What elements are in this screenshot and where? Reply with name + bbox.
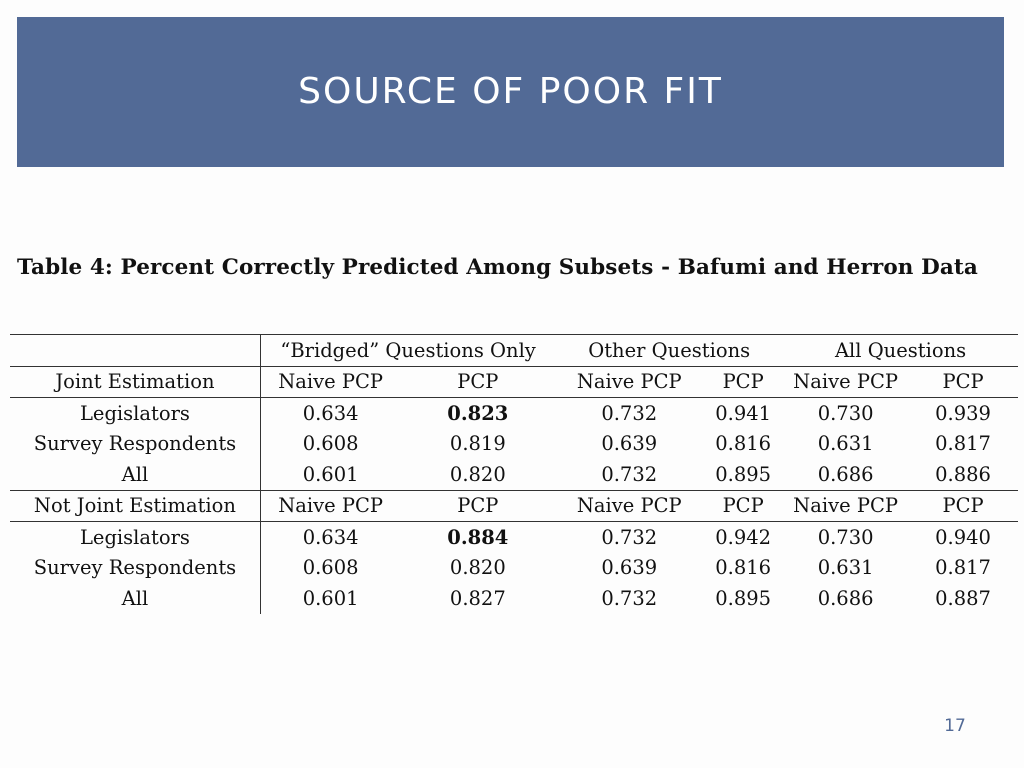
column-subheader: PCP [703, 366, 783, 398]
table-row [10, 459, 1018, 490]
table-cell-highlight: 0.823 [447, 401, 509, 425]
page-number: 17 [944, 716, 966, 736]
table-cell: 0.817 [935, 556, 991, 580]
table-cell: 0.941 [715, 401, 772, 425]
table-cell: 0.732 [601, 586, 658, 610]
table-cell: 0.940 [935, 525, 991, 549]
row-label: Survey Respondents [10, 553, 260, 584]
table-cell: 0.601 [302, 586, 359, 610]
table-cell: 0.601 [260, 459, 400, 490]
column-subheader: Naive PCP [260, 490, 400, 522]
slide-title: SOURCE OF POOR FIT [298, 70, 723, 112]
table-row [10, 398, 1018, 429]
table-row [10, 429, 1018, 460]
column-subheader: Naive PCP [555, 490, 703, 522]
table-caption: Table 4: Percent Correctly Predicted Among Subsets - Bafumi and Herron Data [17, 255, 978, 280]
group-header: All Questions [783, 335, 1018, 367]
table-cell: 0.639 [601, 556, 658, 580]
table-row [10, 583, 1018, 614]
table-cell: 0.895 [703, 459, 783, 490]
column-subheader: PCP [908, 366, 1018, 398]
table-cell: 0.816 [715, 556, 772, 580]
group-header-row [10, 335, 1018, 367]
table-cell: 0.639 [601, 432, 658, 456]
title-banner [17, 17, 1004, 167]
column-subheader: PCP [908, 490, 1018, 522]
row-label: Legislators [10, 398, 260, 429]
table-cell: 0.942 [715, 525, 772, 549]
column-subheader: Naive PCP [260, 366, 400, 398]
table-cell: 0.631 [817, 432, 874, 456]
table-cell: 0.939 [935, 401, 991, 425]
table-cell: 0.634 [302, 525, 359, 549]
column-subheader: Naive PCP [555, 366, 703, 398]
table-cell: 0.608 [302, 556, 359, 580]
row-label: Legislators [10, 522, 260, 553]
table-cell: 0.732 [601, 401, 658, 425]
table-cell: 0.820 [400, 459, 555, 490]
results-table [10, 334, 1018, 614]
section-header-row [10, 490, 1018, 522]
row-label: Survey Respondents [10, 429, 260, 460]
table-cell-highlight: 0.884 [447, 525, 509, 549]
section-header-row [10, 366, 1018, 398]
table-cell: 0.895 [715, 586, 772, 610]
table-cell: 0.816 [715, 432, 772, 456]
column-subheader: PCP [400, 366, 555, 398]
table-row [10, 522, 1018, 553]
table-cell: 0.686 [817, 586, 874, 610]
table-cell: 0.886 [908, 459, 1018, 490]
table-cell: 0.631 [817, 556, 874, 580]
table-cell: 0.686 [783, 459, 908, 490]
section-label: Not Joint Estimation [10, 490, 260, 522]
row-label: All [10, 583, 260, 614]
table-cell: 0.732 [555, 459, 703, 490]
table-cell: 0.730 [817, 525, 874, 549]
table-cell: 0.634 [302, 401, 359, 425]
group-header: Other Questions [555, 335, 783, 367]
table-cell: 0.819 [449, 432, 506, 456]
table-cell: 0.820 [449, 556, 506, 580]
column-subheader: Naive PCP [783, 366, 908, 398]
table-cell: 0.817 [935, 432, 991, 456]
group-header-blank [10, 335, 260, 367]
group-header: “Bridged” Questions Only [260, 335, 555, 367]
table-cell: 0.730 [817, 401, 874, 425]
row-label: All [10, 459, 260, 490]
section-label: Joint Estimation [10, 366, 260, 398]
table-cell: 0.608 [302, 432, 359, 456]
column-subheader: PCP [400, 490, 555, 522]
table-cell: 0.887 [935, 586, 991, 610]
column-subheader: PCP [703, 490, 783, 522]
table-cell: 0.827 [449, 586, 506, 610]
table-row [10, 553, 1018, 584]
table-cell: 0.732 [601, 525, 658, 549]
column-subheader: Naive PCP [783, 490, 908, 522]
